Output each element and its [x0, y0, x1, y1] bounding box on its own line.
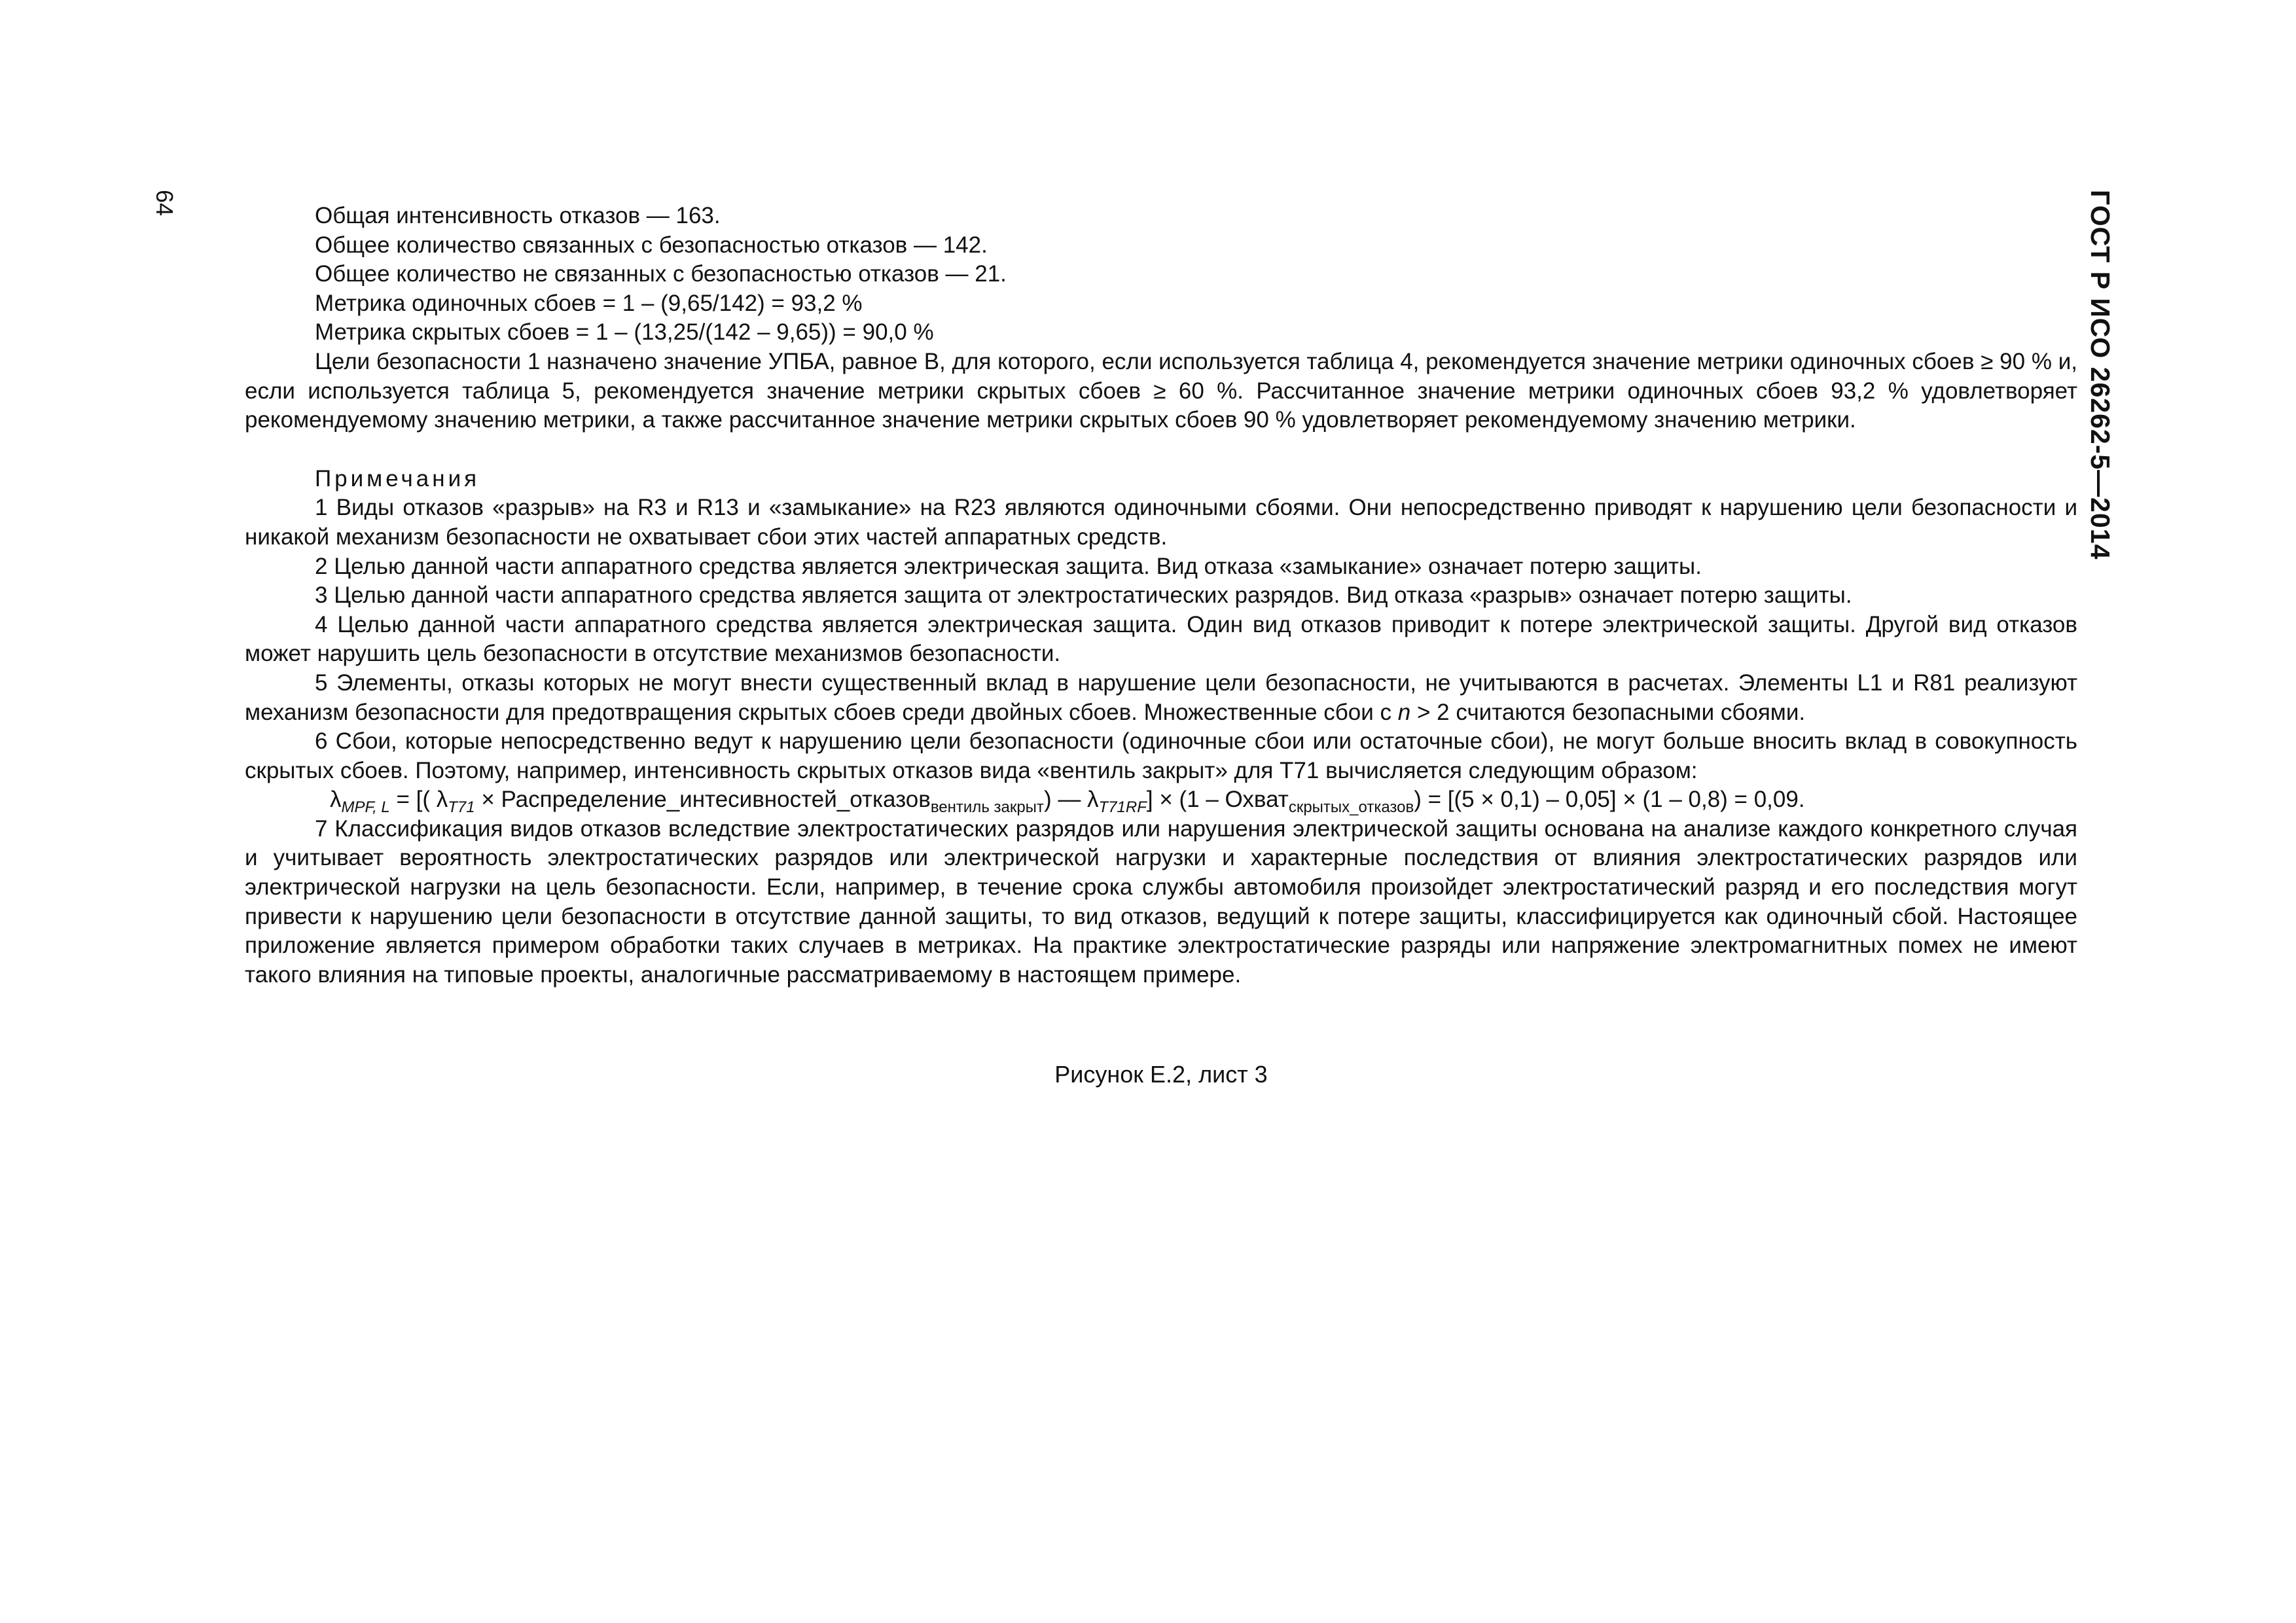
- formula-part-5: ) = [(5 × 0,1) – 0,05] × (1 – 0,8) = 0,09.: [1414, 787, 1805, 813]
- note-6: 6 Сбои, которые непосредственно ведут к нарушению цели безопасности (одиночные сбои или остаточные сбои), не могут больше вносить вклад в совокупность скрытых сбоев. Поэтому, например, интенсивность скрытых отказов вида «вентиль закрыт» для Т71 вычисляется следующим образом:: [245, 728, 2077, 783]
- formula-part-4: ] × (1 – Охват: [1146, 787, 1289, 813]
- notes-title: Примечания: [315, 465, 480, 491]
- formula-part-3: ) —: [1043, 787, 1088, 813]
- non-safety-related-line: Общее количество не связанных с безопасностью отказов — 21.: [315, 261, 1007, 287]
- page-number: 64: [151, 190, 178, 217]
- formula-sub-t71: T71: [448, 798, 475, 817]
- formula-sub-valve: вентиль закрыт: [930, 798, 1044, 817]
- note-3: 3 Целью данной части аппаратного средства является защита от электростатических разрядов. Вид отказа «разрыв» означает потерю защиты.: [315, 582, 1852, 609]
- note-5-text: 5 Элементы, отказы которых не могут внести существенный вклад в нарушение цели безопасности, не учитываются в расчетах. Элементы L1 и R81 реализуют механизм безопасности для предотвращения скрытых сбоев среди двойных сбоев. Множественные сбои с: [245, 669, 2077, 725]
- formula-lambda-3: λ: [1087, 787, 1099, 813]
- note-5-tail: > 2 считаются безопасными сбоями.: [1410, 699, 1806, 725]
- figure-caption: Рисунок Е.2, лист 3: [1054, 1061, 1268, 1088]
- formula-part-1: = [(: [389, 787, 437, 813]
- formula-sub-t71rf: T71RF: [1098, 798, 1147, 817]
- formula-sub-mpf: MPF, L: [341, 798, 390, 817]
- note-4: 4 Целью данной части аппаратного средства является электрическая защита. Один вид отказов приводит к потере электрической защиты. Другой вид отказов может нарушить цель безопасности в отсутствие механизмов безопасности.: [245, 611, 2077, 667]
- note-5: [245, 669, 2077, 727]
- formula-part-2: × Распределение_интесивностей_отказов: [475, 787, 931, 813]
- total-intensity-line: Общая интенсивность отказов — 163.: [315, 203, 721, 228]
- single-fault-metric: Метрика одиночных сбоев = 1 – (9,65/142) = 93,2 %: [315, 290, 863, 316]
- latent-fault-metric: Метрика скрытых сбоев = 1 – (13,25/(142 – 9,65)) = 90,0 %: [315, 319, 934, 346]
- main-text: [245, 202, 2077, 990]
- note-2: 2 Целью данной части аппаратного средства является электрическая защита. Вид отказа «замыкание» означает потерю защиты.: [315, 553, 1702, 579]
- formula-lambda-2: λ: [436, 787, 448, 813]
- conclusion-paragraph: Цели безопасности 1 назначено значение УПБА, равное В, для которого, если используется таблица 4, рекомендуется значение метрики одиночных сбоев ≥ 90 % и, если используется таблица 5, рекомендуется значение метрики скрытых сбоев ≥ 60 %. Рассчитанное значение метрики одиночных сбоев 93,2 % удовлетворяет рекомендуемому значению метрики, а также рассчитанное значение метрики скрытых сбоев 90 % удовлетворяет рекомендуемому значению метрики.: [245, 348, 2077, 433]
- note-1: 1 Виды отказов «разрыв» на R3 и R13 и «замыкание» на R23 являются одиночными сбоями. Они непосредственно приводят к нарушению цели безопасности и никакой механизм безопасности не охватывает сбои этих частей аппаратных средств.: [245, 495, 2077, 550]
- standard-code: ГОСТ Р ИСО 26262-5—2014: [2085, 190, 2115, 560]
- latent-intensity-formula: [245, 785, 2077, 815]
- note-5-variable: n: [1397, 699, 1411, 725]
- note-7: 7 Классификация видов отказов вследствие электростатических разрядов или нарушения электрической защиты основана на анализе каждого конкретного случая и учитывает вероятность электростатических разрядов или электрической нагрузки и характерные последствия от влияния электростатических разрядов или электрической нагрузки на цель безопасности. Если, например, в течение срока службы автомобиля произойдет электростатический разряд и его последствия могут привести к нарушению цели безопасности в отсутствие данной защиты, то вид отказов, ведущий к потере защиты, классифицируется как одиночный сбой. Настоящее приложение является примером обработки таких случаев в метриках. На практике электростатические разряды или напряжение электромагнитных помех не имеют такого влияния на типовые проекты, аналогичные рассматриваемому в настоящем примере.: [245, 815, 2077, 988]
- formula-sub-latent: скрытых_отказов: [1288, 798, 1414, 817]
- safety-related-line: Общее количество связанных с безопасностью отказов — 142.: [315, 232, 988, 258]
- formula-lambda: λ: [330, 787, 342, 813]
